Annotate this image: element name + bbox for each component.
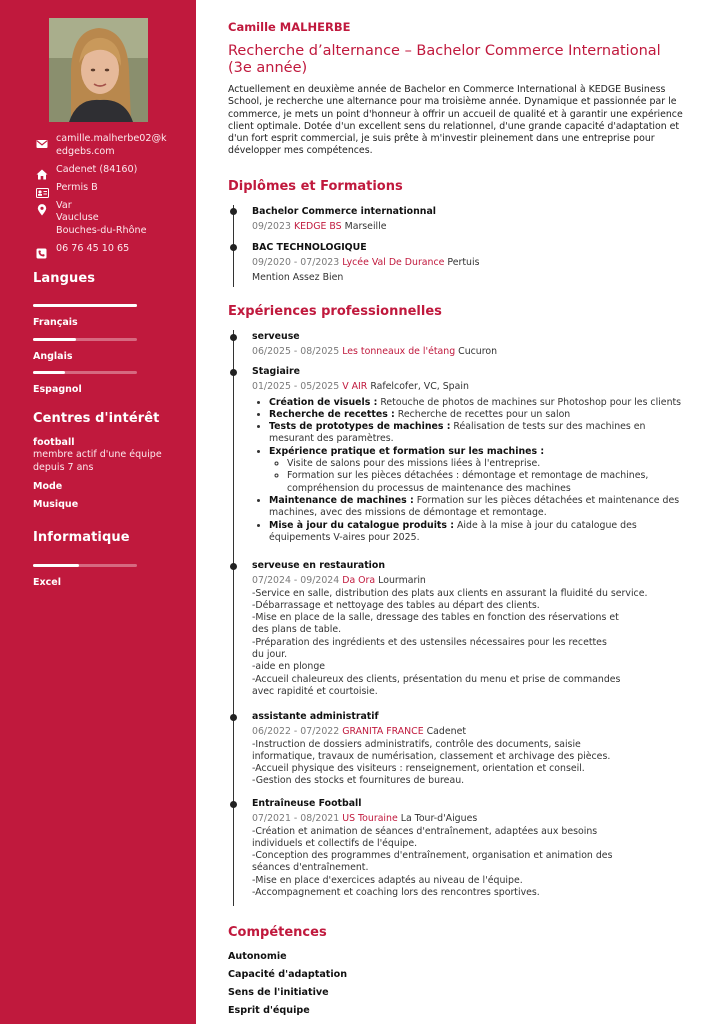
entry-org: US Touraine [342,813,398,825]
entry-org: GRANITA FRANCE [342,726,424,738]
subtask-item: ◦ Visite de salons pour des missions liées à l'entreprise. [287,458,692,470]
entry-date: 06/2022 - 07/2022 [252,726,340,738]
language-name: Français [33,317,78,328]
contact-block [36,133,188,261]
computing-name: Excel [33,577,61,588]
entry-date: 09/2020 - 07/2023 [252,257,340,269]
computing-heading: Informatique [33,530,130,545]
language-name: Anglais [33,351,73,362]
task-label: Expérience pratique et formation sur les machines : [269,445,545,457]
task-item [269,495,692,520]
subtask-list [287,458,692,495]
entry-description: -Service en salle, distribution des plats aux clients en assurant la fluidité du service. -Débarrassage et nettoyage des tables au départ des clients. -Mise en place de la salle, dressage des tables en fonction des réservations et des plans de table. -Préparation des ingrédients et des ustensiles nécessaires pour les recettes du jour. -aide en plonge -Accueil chaleureux des clients, présentation du menu et prise de commandes avec rapidité et courtoisie. [252,587,648,697]
language-level-fill [33,304,137,307]
entry-description: -Instruction de dossiers administratifs, contrôle des documents, saisie informatique, travaux de numérisation, classement et archivage des pièces. -Accueil physique des visiteurs : renseignement, orientation et conseil. -Gestion des stocks et fournitures de bureau. [252,738,611,787]
email-line2: edgebs.com [56,145,115,157]
skills-list [228,951,347,1023]
skill-item: Capacité d'adaptation [228,969,348,980]
entry-date: 07/2024 - 09/2024 [252,575,340,587]
interests-heading: Centres d'intérêt [33,411,160,426]
task-text: Retouche de photos de machines sur Photoshop pour les clients [377,396,682,408]
profile-summary: Actuellement en deuxième année de Bachelor en Commerce International à KEDGE Business School, je recherche une alternance pour ma troisième année. Dynamique et passionnée par le commerce, je mets un point d'honneur à offrir un accueil de qualité et à garantir une expérience client optimale. Dotée d'un excellent sens du relationnel, d'une grande capacité d'adaptation et d'un fort esprit commercial, je suis prête à m'investir pleinement dans une entreprise pour développer mes compétences. [228,84,683,157]
entry-meta [252,813,692,825]
task-label: Tests de prototypes de machines : [269,421,451,433]
phone-text: 06 76 45 10 65 [56,242,130,254]
entry-org: KEDGE BS [293,221,342,233]
interest-detail: depuis 7 ans [33,461,94,473]
envelope-icon [36,134,50,146]
task-text: Réalisation de tests sur des machines en mesurant des paramètres. [269,421,646,445]
entry-title: Entraîneuse Football [252,798,362,809]
map-pin-icon [36,201,50,213]
language-level-bar [33,304,137,307]
entry-date: 09/2023 [252,221,291,233]
entry-org: Lycée Val De Durance [342,257,445,269]
task-list [269,397,692,545]
contact-regions [36,200,188,238]
entry-org: Da Ora [342,575,376,587]
language-item [33,297,137,328]
task-label: Mise à jour du catalogue produits : [269,519,455,531]
entry-description: -Création et animation de séances d'entraînement, adaptées aux besoins individuels et collectifs de l'équipe. -Conception des programmes d'entraînement, organisation et animation des séances d'entraînement. -Mise en place d'exercices adaptés au niveau de l'équipe. -Accompagnement et coaching lors des rencontres sportives. [252,825,613,899]
entry-place: Cadenet [426,726,467,738]
language-level-bar [33,338,137,341]
timeline-dot [230,801,237,808]
contact-license [36,182,188,195]
task-label: Création de visuels : [269,396,378,408]
entry-place: Lourmarin [378,575,426,587]
entry-place: Marseille [344,221,387,233]
entry-title: Stagiaire [252,366,301,377]
phone-icon [36,244,50,256]
task-text: Recherche de recettes pour un salon [394,408,571,420]
timeline-dot [230,334,237,341]
language-item [33,331,137,362]
language-item [33,364,137,395]
entry-date: 01/2025 - 05/2025 [252,381,340,393]
experience-entry [252,711,692,788]
education-entry [252,242,692,284]
skills-heading: Compétences [228,925,327,940]
timeline-dot [230,244,237,251]
task-label: Recherche de recettes : [269,408,395,420]
computing-level-bar [33,564,137,567]
timeline-dot [230,208,237,215]
education-entry [252,206,692,234]
id-card-icon [36,183,50,195]
entry-note: Mention Assez Bien [252,271,344,283]
skill-item: Sens de l'initiative [228,987,329,998]
computing-item [33,557,137,588]
language-level-bar [33,371,137,374]
languages-heading: Langues [33,271,96,286]
language-name: Espagnol [33,384,82,395]
entry-title: serveuse en restauration [252,560,386,571]
interest-item [33,499,183,511]
interest-item [33,481,183,493]
entry-title: assistante administratif [252,711,379,722]
entry-meta [252,257,692,269]
home-icon [36,165,50,177]
entry-place: Pertuis [447,257,480,269]
task-item [269,520,692,545]
entry-meta [252,726,692,738]
timeline-dot [230,714,237,721]
entry-meta [252,575,692,587]
contact-phone[interactable] [36,243,188,256]
timeline-dot [230,563,237,570]
region-1: Var [56,199,72,211]
computing-level-fill [33,564,79,567]
interest-detail: membre actif d'une équipe [33,449,162,461]
sidebar [0,0,196,1024]
task-item [269,409,692,421]
entry-place: La Tour-d'Aigues [400,813,478,825]
experience-entry [252,366,692,544]
task-item [269,446,692,495]
entry-title: Bachelor Commerce internationnal [252,206,436,217]
entry-date: 06/2025 - 08/2025 [252,346,340,358]
contact-city [36,164,188,177]
region-3: Bouches-du-Rhône [56,225,147,237]
interest-name: Mode [33,481,63,492]
email-line1: camille.malherbe02@k [56,133,167,144]
entry-meta [252,346,692,358]
timeline-dot [230,369,237,376]
subtask-item: ◦ Formation sur les pièces détachées : démontage et remontage de machines, compréhension du processus de maintenance des machines [287,470,692,495]
task-text: Formation sur les pièces détachées et maintenance des machines, avec des missions de démontage et remontage. [269,494,680,519]
skill-item: Autonomie [228,951,287,962]
experience-heading: Expériences professionnelles [228,304,442,319]
cv-title: Recherche d’alternance – Bachelor Commerce International (3e année) [228,43,661,76]
entry-place: Rafelcofer, VC, Spain [370,381,469,393]
language-level-fill [33,371,65,374]
task-text: Aide à la mise à jour du catalogue des équipements V-aires pour 2025. [269,519,637,543]
license-text: Permis B [56,181,98,193]
task-item [269,421,692,446]
entry-meta [252,221,692,233]
education-heading: Diplômes et Formations [228,179,403,194]
experience-entry [252,798,692,899]
entry-date: 07/2021 - 08/2021 [252,813,340,825]
region-2: Vaucluse [56,212,99,224]
skill-item: Esprit d'équipe [228,1005,310,1016]
interest-item [33,437,183,474]
entry-org: V AIR [342,381,368,393]
profile-photo [49,18,148,122]
entry-meta [252,381,692,393]
task-item [269,397,692,409]
experience-timeline [233,330,234,906]
entry-title: BAC TECHNOLOGIQUE [252,242,367,253]
entry-org: Les tonneaux de l'étang [342,346,456,358]
experience-entry [252,331,692,359]
entry-title: serveuse [252,331,300,342]
candidate-name: Camille MALHERBE [228,20,351,34]
city-text: Cadenet (84160) [56,163,138,175]
entry-place: Cucuron [458,346,498,358]
experience-entry [252,560,692,698]
interest-name: football [33,437,75,448]
interest-name: Musique [33,499,79,510]
contact-email[interactable] [36,133,188,159]
task-label: Maintenance de machines : [269,494,414,506]
language-level-fill [33,338,76,341]
